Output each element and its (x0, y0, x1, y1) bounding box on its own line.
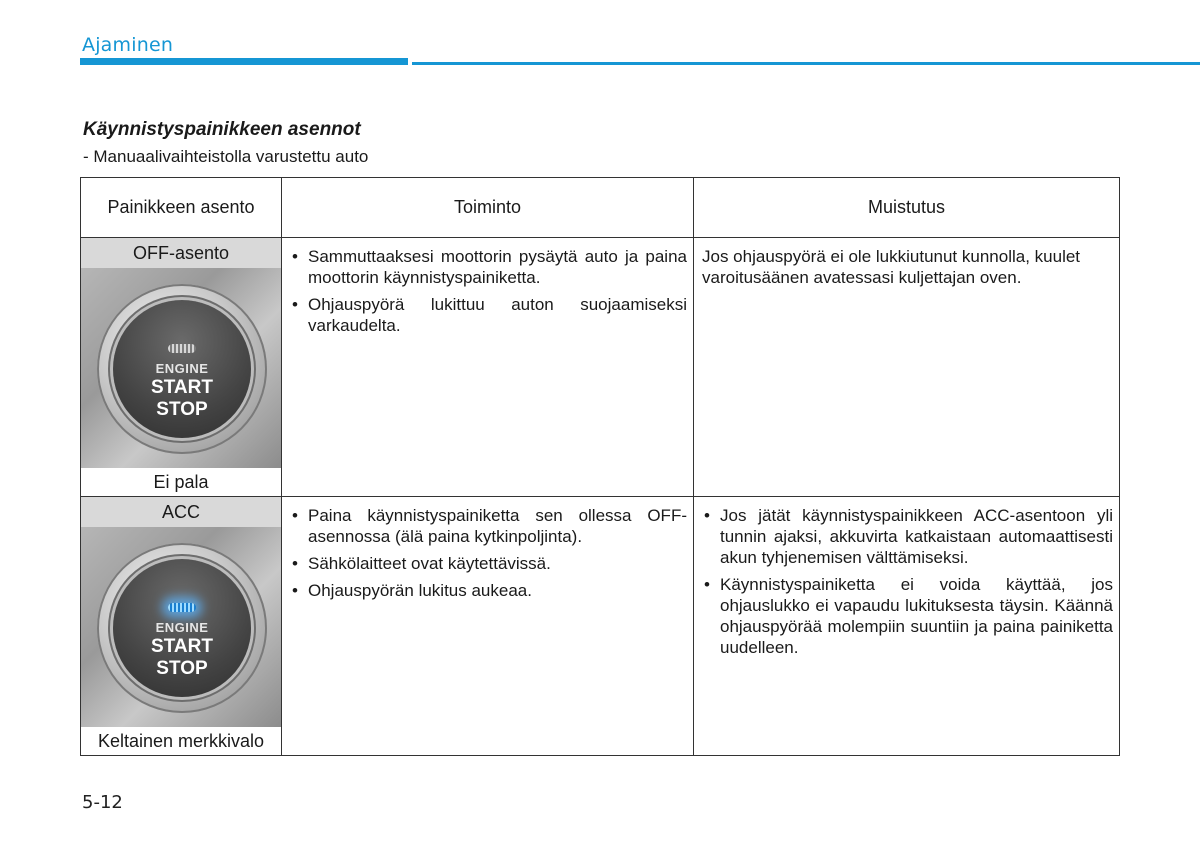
table-row (81, 497, 1120, 756)
position-cell (81, 238, 282, 497)
indicator-caption: Keltainen merkkivalo (81, 727, 281, 755)
column-header-note: Muistutus (694, 178, 1120, 238)
position-cell (81, 497, 282, 756)
button-ring (97, 543, 267, 713)
note-item: • Käynnistyspainiketta ei voida käyttää, jos ohjauslukko ei vapaudu lukituksesta täysin. Käännä ohjauspyörää molempiin suuntiin ja paina painiketta uudelleen. (702, 574, 1113, 658)
indicator-caption: Ei pala (81, 468, 281, 496)
indicator-light-icon (168, 344, 196, 353)
engine-start-stop-button (113, 300, 251, 438)
engine-start-stop-button-image (81, 268, 281, 468)
note-cell (694, 497, 1120, 756)
position-title: ACC (81, 497, 281, 527)
table-header-row (81, 178, 1120, 238)
page-number: 5-12 (82, 792, 123, 813)
function-item: • Ohjauspyörä lukittuu auton suojaamiseksi varkaudelta. (290, 294, 687, 336)
column-header-position: Painikkeen asento (81, 178, 282, 238)
function-item: • Ohjauspyörän lukitus aukeaa. (290, 580, 687, 601)
function-cell (282, 497, 694, 756)
button-label-start: START (151, 636, 213, 657)
function-item: • Paina käynnistyspainiketta sen ollessa OFF-asennossa (älä paina kytkinpoljinta). (290, 505, 687, 547)
function-item: • Sähkölaitteet ovat käytettävissä. (290, 553, 687, 574)
engine-start-stop-button-image (81, 527, 281, 727)
button-label-engine: ENGINE (155, 361, 209, 376)
note-item: • Jos jätät käynnistyspainikkeen ACC-asentoon yli tunnin ajaksi, akkuvirta katkaistaan automaattisesti akun tyhjenemisen välttämiseksi. (702, 505, 1113, 568)
indicator-light-icon (168, 603, 196, 612)
page-heading: Käynnistyspainikkeen asennot (83, 119, 361, 140)
function-cell (282, 238, 694, 497)
button-label-stop: STOP (156, 399, 208, 420)
function-item: • Sammuttaaksesi moottorin pysäytä auto ja paina moottorin käynnistyspainiketta. (290, 246, 687, 288)
header-rule-thin (412, 62, 1200, 65)
button-label-start: START (151, 377, 213, 398)
note-text: Jos ohjauspyörä ei ole lukkiutunut kunnolla, kuulet varoitusäänen avatessasi kuljettajan oven. (702, 247, 1081, 287)
button-label-engine: ENGINE (155, 620, 209, 635)
header-rule-thick (80, 58, 408, 65)
button-positions-table (80, 177, 1120, 756)
section-label: Ajaminen (82, 34, 174, 56)
button-ring (97, 284, 267, 454)
button-label-stop: STOP (156, 658, 208, 679)
engine-start-stop-button (113, 559, 251, 697)
page-subheading: - Manuaalivaihteistolla varustettu auto (83, 147, 369, 166)
column-header-function: Toiminto (282, 178, 694, 238)
position-title: OFF-asento (81, 238, 281, 268)
note-cell (694, 238, 1120, 497)
table-row (81, 238, 1120, 497)
